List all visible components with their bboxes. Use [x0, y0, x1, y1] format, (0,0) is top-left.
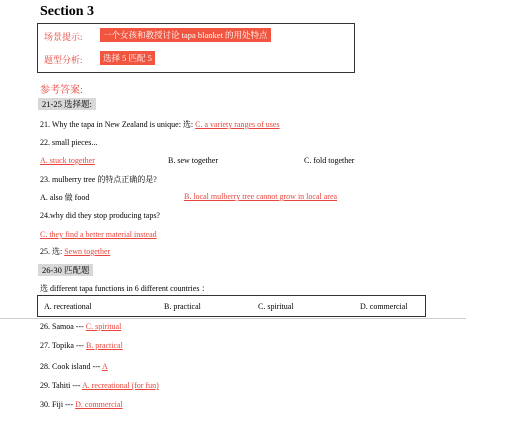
q21-answer: C. a variety ranges of uses	[195, 120, 280, 129]
q22-text: 22. small pieces...	[40, 138, 98, 147]
match-26	[40, 322, 121, 331]
match-27-answer: B. practical	[85, 341, 123, 350]
q21	[40, 119, 280, 130]
part2-header: 26-30 匹配题	[38, 264, 93, 276]
scene-label: 场景提示:	[44, 32, 83, 42]
match-29	[40, 381, 159, 390]
option-c: C. spiritual	[258, 302, 294, 311]
q25-prefix: 25. 选:	[40, 247, 65, 256]
q23-option-a: A. also 做 food	[40, 193, 90, 202]
q25	[40, 246, 110, 257]
option-d: D. commercial	[360, 302, 408, 311]
type-text: 选择 5 匹配 5	[100, 51, 155, 65]
part2-intro: 选 different tapa functions in 6 different countries ：	[40, 284, 210, 293]
section-title: Section 3	[40, 4, 95, 19]
match-26-answer: C. spiritual	[85, 322, 122, 331]
q21-prefix: 21. Why the tapa in New Zealand is unique: 选:	[40, 120, 196, 129]
q23-option-b: B. local mulberry tree cannot grow in local area	[184, 192, 338, 201]
ref-heading: 参考答案:	[40, 85, 83, 96]
match-29-question: 29. Tahiti ---	[40, 381, 82, 390]
q24-text: 24.why did they stop producing taps?	[40, 211, 160, 220]
option-a: A. recreational	[44, 302, 92, 311]
match-30-question: 30. Fiji ---	[40, 400, 76, 409]
q22-option-c: C. fold together	[304, 156, 355, 165]
match-27	[40, 341, 123, 350]
option-b: B. practical	[164, 302, 201, 311]
match-27-question: 27. Topika ---	[40, 341, 86, 350]
scene-text: 一个女孩和教授讨论 tapa blanket 的用处特点	[100, 28, 271, 42]
match-28-question: 28. Cook island ---	[40, 362, 102, 371]
match-29-answer: A. recreational (for fun)	[81, 381, 159, 390]
q24-answer: C. they find a better material instead	[40, 230, 157, 239]
type-label: 题型分析:	[44, 55, 83, 65]
divider	[0, 318, 466, 319]
match-30	[40, 400, 123, 409]
match-28-answer: A	[102, 362, 108, 371]
match-30-answer: D. commercial	[75, 400, 123, 409]
part1-header: 21-25 选择题:	[38, 98, 96, 110]
q22-option-b: B. sew together	[168, 156, 218, 165]
q22-option-a: A. stuck together	[40, 156, 95, 165]
match-26-question: 26. Samoa ---	[40, 322, 86, 331]
q25-answer: Sewn together	[64, 247, 111, 256]
match-28	[40, 362, 108, 371]
q23-text: 23. mulberry tree 的特点正确的是?	[40, 175, 157, 184]
